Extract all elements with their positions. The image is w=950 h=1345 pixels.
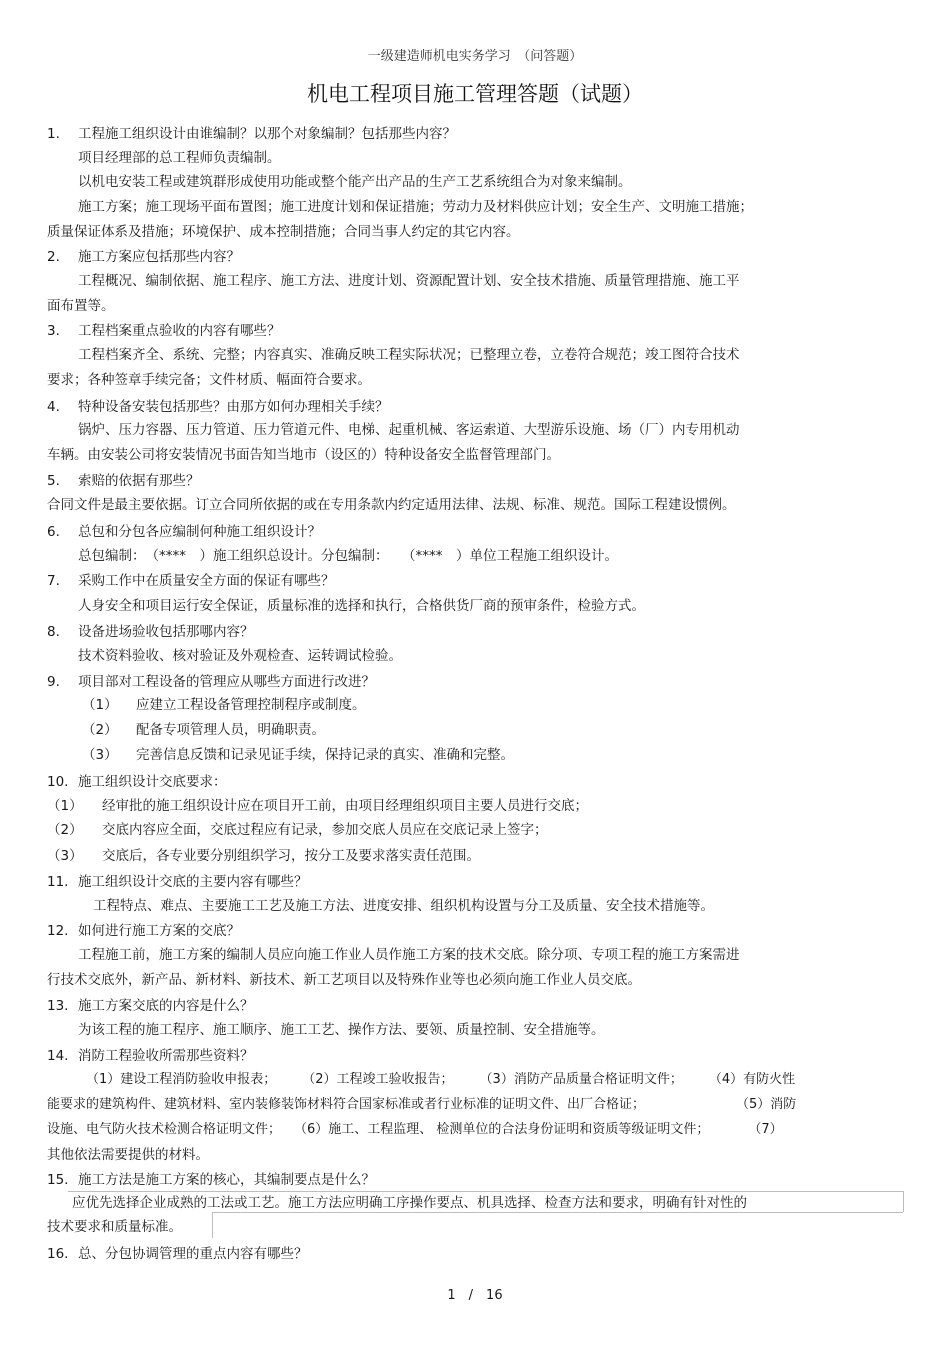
question-text: 施工方案应包括那些内容？: [78, 249, 240, 265]
question-text: 总、分包协调管理的重点内容有哪些？: [78, 1246, 308, 1262]
item-number: 12.: [47, 923, 69, 939]
item-number: 6.: [47, 524, 60, 540]
answer-text: 技术要求和质量标准。: [47, 1219, 182, 1235]
question-text: 施工方案交底的内容是什么？: [78, 998, 254, 1014]
item-number: 8.: [47, 624, 60, 640]
answer-text: 车辆。由安装公司将安装情况书面告知当地市（设区的）特种设备安全监督管理部门。: [47, 447, 560, 463]
text-box-border-inner: [212, 1212, 213, 1238]
question-text: 采购工作中在质量安全方面的保证有哪些？: [78, 573, 335, 589]
answer-text: 合同文件是最主要依据。订立合同所依据的或在专用条款内约定适用法律、法规、标准、规范。国际工程建设惯例。: [47, 497, 736, 513]
question-text: 如何进行施工方案的交底？: [78, 923, 240, 939]
answer-text: 设施、电气防火技术检测合格证明文件； （6）施工、工程监理、 检测单位的合法身份证明和资质等级证明文件； （7）: [47, 1122, 783, 1137]
item-number: 10.: [47, 774, 69, 790]
item-number: 11.: [47, 874, 69, 890]
item-number: 9.: [47, 674, 60, 690]
question-text: 施工组织设计交底要求：: [78, 774, 227, 790]
item-number: 1.: [47, 126, 60, 142]
answer-text: 完善信息反馈和记录见证手续，保持记录的真实、准确和完整。: [136, 747, 514, 763]
answer-text: 面布置等。: [47, 298, 115, 314]
answer-text: 总包编制： （**** ）施工组织总设计。分包编制： （**** ）单位工程施工组织设计。: [78, 548, 618, 564]
answer-text: 其他依法需要提供的材料。: [47, 1147, 209, 1163]
answer-text: （1）建设工程消防验收申报表； （2）工程竣工验收报告； （3）消防产品质量合格证明文件； （4）有防火性: [86, 1072, 796, 1087]
answer-text: 项目经理部的总工程师负责编制。: [78, 150, 281, 166]
item-number: 13.: [47, 998, 69, 1014]
answer-text: 配备专项管理人员，明确职责。: [136, 722, 325, 738]
question-text: 施工组织设计交底的主要内容有哪些？: [78, 874, 308, 890]
question-text: 设备进场验收包括那哪内容？: [78, 624, 254, 640]
item-number: 16.: [47, 1246, 69, 1262]
answer-text: 能要求的建筑构件、建筑材料、室内装修装饰材料符合国家标准或者行业标准的证明文件、出厂合格证； （5）消防: [47, 1097, 797, 1112]
answer-text: 以机电安装工程或建筑群形成使用功能或整个能产出产品的生产工艺系统组合为对象来编制。: [78, 174, 632, 190]
sub-item-number: （2）: [82, 722, 118, 738]
question-text: 索赔的依据有那些？: [78, 473, 200, 489]
document-title: 机电工程项目施工管理答题（试题）: [307, 82, 643, 106]
question-text: 工程施工组织设计由谁编制？以那个对象编制？包括那些内容？: [78, 126, 456, 142]
answer-text: 交底内容应全面，交底过程应有记录，参加交底人员应在交底记录上签字；: [102, 822, 548, 838]
question-text: 特种设备安装包括那些？由那方如何办理相关手续？: [78, 399, 389, 415]
question-text: 工程档案重点验收的内容有哪些？: [78, 323, 281, 339]
answer-text: 为该工程的施工程序、施工顺序、施工工艺、操作方法、要领、质量控制、安全措施等。: [78, 1022, 605, 1038]
running-header: 一级建造师机电实务学习 （问答题）: [367, 49, 583, 64]
answer-text: 技术资料验收、核对验证及外观检查、运转调试检验。: [78, 648, 402, 664]
answer-text: 工程概况、编制依据、施工程序、施工方法、进度计划、资源配置计划、安全技术措施、质量管理措施、施工平: [78, 273, 740, 289]
sub-item-number: （3）: [47, 848, 83, 864]
sub-item-number: （2）: [47, 822, 83, 838]
question-text: 消防工程验收所需那些资料？: [78, 1048, 254, 1064]
item-number: 15.: [47, 1172, 69, 1188]
answer-text: 交底后，各专业要分别组织学习，按分工及要求落实责任范围。: [102, 848, 480, 864]
answer-text: 经审批的施工组织设计应在项目开工前，由项目经理组织项目主要人员进行交底；: [102, 798, 588, 814]
item-number: 2.: [47, 249, 60, 265]
sub-item-number: （1）: [47, 798, 83, 814]
item-number: 7.: [47, 573, 60, 589]
answer-text: 工程特点、难点、主要施工工艺及施工方法、进度安排、组织机构设置与分工及质量、安全技术措施等。: [93, 898, 714, 914]
answer-text: 锅炉、压力容器、压力管道、压力管道元件、电梯、起重机械、客运索道、大型游乐设施、场（厂）内专用机动: [78, 422, 740, 438]
answer-text: 应建立工程设备管理控制程序或制度。: [136, 697, 366, 713]
item-number: 14.: [47, 1048, 69, 1064]
answer-text: 施工方案；施工现场平面布置图；施工进度计划和保证措施；劳动力及材料供应计划；安全生产、文明施工措施；: [78, 199, 753, 215]
answer-text: 人身安全和项目运行安全保证，质量标准的选择和执行，合格供货厂商的预审条件，检验方式。: [78, 598, 645, 614]
text-box-border-top: [68, 1191, 903, 1192]
answer-text: 应优先选择企业成熟的工法或工艺。施工方法应明确工序操作要点、机具选择、检查方法和要求，明确有针对性的: [72, 1195, 747, 1211]
question-text: 项目部对工程设备的管理应从哪些方面进行改进？: [78, 674, 375, 690]
answer-text: 要求；各种签章手续完备；文件材质、幅面符合要求。: [47, 372, 371, 388]
answer-text: 行技术交底外，新产品、新材料、新技术、新工艺项目以及特殊作业等也必须向施工作业人员交底。: [47, 972, 641, 988]
answer-text: 工程施工前，施工方案的编制人员应向施工作业人员作施工方案的技术交底。除分项、专项工程的施工方案需进: [78, 947, 740, 963]
question-text: 施工方法是施工方案的核心，其编制要点是什么？: [78, 1172, 375, 1188]
page-number: 1 / 16: [447, 1288, 503, 1303]
item-number: 5.: [47, 473, 60, 489]
sub-item-number: （3）: [82, 747, 118, 763]
sub-item-number: （1）: [82, 697, 118, 713]
text-box-border-right: [903, 1191, 904, 1212]
text-box-border-middle: [212, 1212, 903, 1213]
item-number: 3.: [47, 323, 60, 339]
answer-text: 工程档案齐全、系统、完整；内容真实、准确反映工程实际状况；已整理立卷，立卷符合规范；竣工图符合技术: [78, 347, 740, 363]
question-text: 总包和分包各应编制何种施工组织设计？: [78, 524, 321, 540]
item-number: 4.: [47, 399, 60, 415]
answer-text: 质量保证体系及措施；环境保护、成本控制措施；合同当事人约定的其它内容。: [47, 224, 520, 240]
